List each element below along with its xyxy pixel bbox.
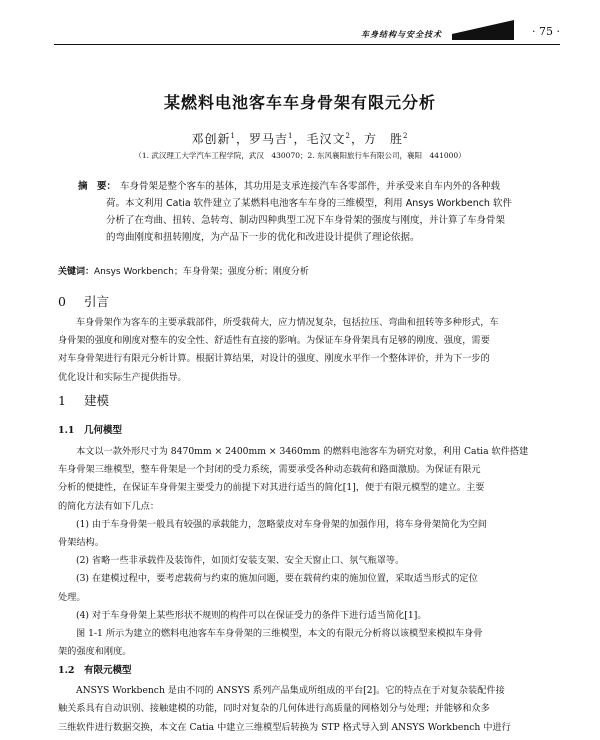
section-heading-modeling: 1 建模 (58, 393, 110, 408)
header-decoration (452, 20, 514, 40)
text-line: 图 1-1 所示为建立的燃料电池客车车身骨架的三维模型，本文的有限元分析将以该模型来模拟车身骨 (76, 628, 483, 640)
subsection-heading-geometry: 1.1 几何模型 (58, 425, 123, 436)
text-line: 的简化方法有如下几点： (58, 500, 160, 512)
text-line: 车身骨架三维模型，整车骨架是一个封闭的受力系统，需要承受各种动态载荷和路面激励。为保证有限元 (58, 464, 481, 476)
abstract-line: 的弯曲刚度和扭转刚度，为产品下一步的优化和改进设计提供了理论依据。 (106, 232, 420, 243)
abstract-line: 分析了在弯曲、扭转、急转弯、制动四种典型工况下车身骨架的强度与刚度，并计算了车身骨架 (106, 215, 506, 226)
text-line: 身骨架的强度和刚度对整车的安全性、舒适性有直接的影响。为保证车身骨架具有足够的刚度、强度，需要 (58, 335, 490, 347)
keywords-text: Ansys Workbench；车身骨架；强度分析；刚度分析 (94, 267, 309, 277)
geometry-paragraph (58, 443, 548, 661)
author-list: 邓创新$^1$，罗马吉$^1$，毛汉文$^2$，方 胜$^2$ (191, 132, 409, 146)
text-line: 车身骨架作为客车的主要承载部件，所受载荷大，应力情况复杂，包括拉压、弯曲和扭转等多种形式，车 (76, 317, 499, 328)
page-number: · 75 · (532, 25, 560, 38)
text-line: 分析的便捷性，在保证车身骨架主要受力的前提下对其进行适当的简化[1]，便于有限元模型的建立。主要 (58, 482, 485, 494)
journal-title: 车身结构与安全技术 (361, 29, 442, 39)
author: 毛汉文$^2$ (306, 132, 351, 146)
list-item: (4) 对于车身骨架上某些形状不规则的构件可以在保证受力的条件下进行适当简化[1]。 (76, 609, 427, 621)
intro-paragraph (58, 314, 548, 387)
abstract-line: 荷。本文利用 Catia 软件建立了某燃料电池客车车身的三维模型，利用 Ansys Workbench 软件 (106, 198, 512, 209)
list-item: (3) 在建模过程中，要考虑载荷与约束的施加问题，要在载荷约束的施加位置，采取适当形式的定位 (76, 573, 478, 585)
subsection-heading-fem: 1.2 有限元模型 (58, 665, 132, 676)
author: 罗马吉$^1$ (249, 132, 294, 146)
abstract-label: 摘 要： (78, 181, 117, 192)
author: 方 胜$^2$ (364, 132, 409, 146)
list-item: (2) 省略一些非承载件及装饰件，如顶灯安装支架、安全天窗止口、氛气瓶罩等。 (76, 555, 405, 567)
abstract (78, 178, 548, 246)
section-heading-intro: 0 引言 (58, 294, 110, 309)
paper-title: 某燃料电池客车车身骨架有限元分析 (163, 93, 436, 112)
text-line: ANSYS Workbench 是由不同的 ANSYS 系列产品集成所组成的平台[2]。它的特点在于对复杂装配件接 (76, 685, 505, 697)
text-line: 触关系具有自动识别、接触建模的功能，同时对复杂的几何体进行高质量的网格划分与处理；并能够和众多 (58, 703, 490, 715)
text-line: 本文以一款外形尺寸为 8470mm × 2400mm × 3460mm 的燃料电池客车为研究对象，利用 Catia 软件搭建 (76, 446, 529, 457)
keywords-label: 关键词： (58, 267, 95, 277)
affiliations: （1. 武汉理工大学汽车工程学院，武汉 430070；2. 东风襄阳旅行车有限公司，襄阳 441000） (134, 151, 466, 160)
header-rule (54, 44, 560, 45)
text-line: 优化设计和实际生产提供指导。 (58, 371, 187, 383)
abstract-line: 车身骨架是整个客车的基体，其功用是支承连接汽车各零部件，并承受来自车内外的各种载 (120, 181, 501, 192)
text-line: 三维软件进行数据交换，本文在 Catia 中建立三维模型后转换为 STP 格式导入到 ANSYS Workbench 中进行 (58, 721, 511, 733)
author: 邓创新$^1$ (191, 132, 236, 146)
fem-paragraph (58, 664, 548, 737)
list-item-continuation: 处理。 (58, 591, 86, 603)
keywords (58, 264, 548, 277)
text-line: 对车身骨架进行有限元分析计算。根据计算结果，对设计的强度、刚度水平作一个整体评价，并为下一步的 (58, 353, 490, 365)
list-item-continuation: 骨架结构。 (58, 537, 104, 549)
list-item: (1) 由于车身骨架一般具有较强的承载能力，忽略蒙皮对车身骨架的加强作用，将车身骨架简化为空间 (76, 518, 487, 530)
text-line: 架的强度和刚度。 (58, 646, 132, 658)
running-header (0, 16, 600, 46)
